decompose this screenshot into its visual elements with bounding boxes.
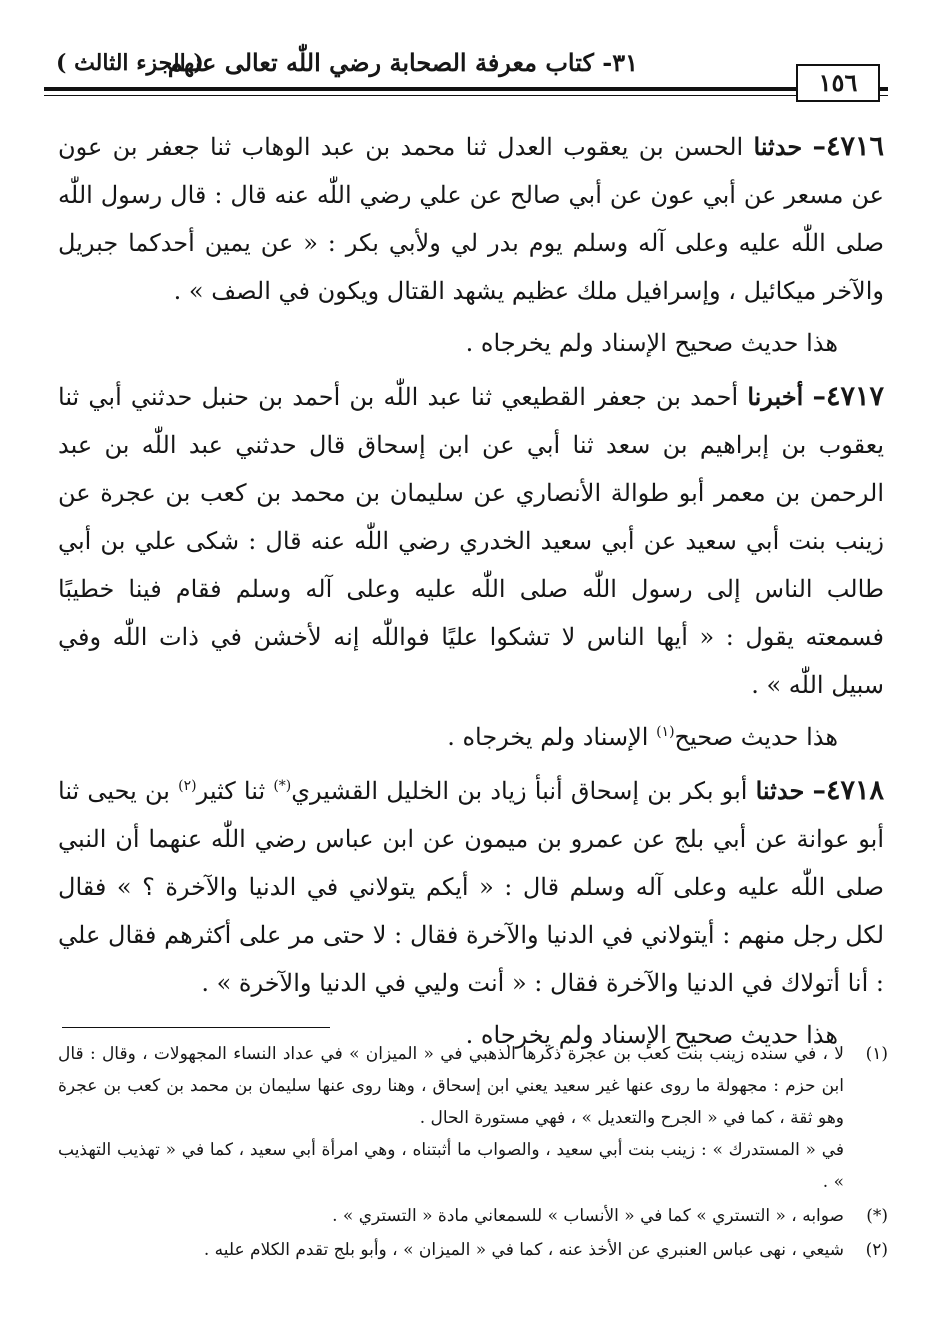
hadith-text: أحمد بن جعفر القطيعي ثنا عبد اللّٰه بن أحمد بن حنبل حدثني أبي ثنا يعقوب بن إبراهيم بن سعد ثنا أبي عن ابن إسحاق قال حدثني عبد اللّٰه بن عبد الرحمن بن معمر أبو طوالة الأنصاري عن سليمان بن محمد بن كعب بن عجرة عن زينب بنت أبي سعيد عن أبي سعيد الخدري رضي اللّٰه عنه قال : شكى علي بن أبي طالب الناس إلى رسول اللّٰه صلى اللّٰه عليه وعلى آله وسلم فقام فينا خطيبًا فسمعته يقول : « أيها الناس لا تشكوا عليًا فواللّٰه إنه لأخشن في ذات اللّٰه وفي سبيل اللّٰه » . bbox=[58, 383, 884, 699]
page-number: ١٥٦ bbox=[796, 64, 880, 102]
ruling-text: هذا حديث صحيح bbox=[674, 723, 838, 751]
hadith-number: ٤٧١٨– bbox=[812, 775, 884, 806]
footnote-ref-1[interactable]: (١) bbox=[656, 724, 675, 740]
footnote-marker: (٢) bbox=[865, 1240, 888, 1260]
narration-word: أخبرنا bbox=[747, 382, 804, 411]
narration-word: حدثنا bbox=[755, 776, 805, 805]
hadith-number: ٤٧١٦– bbox=[812, 131, 884, 162]
header-rule bbox=[44, 87, 888, 91]
header-rule-thin bbox=[44, 95, 888, 96]
footnote-ref-star[interactable]: (*) bbox=[273, 778, 292, 794]
footnote-marker: (١) bbox=[865, 1044, 888, 1064]
running-header bbox=[44, 40, 888, 104]
hadith-text: الحسن بن يعقوب العدل ثنا محمد بن عبد الوهاب ثنا جعفر بن عون عن مسعر عن أبي عون عن أبي صالح عن علي رضي اللّٰه عنه قال : قال رسول اللّٰه صلى اللّٰه عليه وعلى آله وسلم يوم بدر لي ولأبي بكر : « عن يمين أحدكما جبريل والآخر ميكائيل ، وإسرافيل ملك عظيم يشهد القتال ويكون في الصف » . bbox=[58, 133, 884, 305]
hadith-ruling bbox=[58, 713, 884, 761]
footnote-marker: (*) bbox=[866, 1206, 888, 1226]
hadith-body bbox=[58, 123, 884, 1065]
footnote-star bbox=[58, 1200, 888, 1232]
hadith-ruling: هذا حديث صحيح الإسناد ولم يخرجاه . bbox=[465, 1021, 838, 1049]
footnote-text: في « المستدرك » : زينب بنت أبي سعيد ، والصواب ما أثبتناه ، وهي امرأة أبي سعيد ، كما في « تهذيب التهذيب » . bbox=[58, 1140, 844, 1192]
narration-word: حدثنا bbox=[753, 132, 803, 161]
footnote-text: شيعي ، نهى عباس العنبري عن الأخذ عنه ، كما في « الميزان » ، وأبو بلج تقدم الكلام عليه . bbox=[203, 1240, 844, 1260]
footnote-text: صوابه ، « التستري » كما في « الأنساب » للسمعاني مادة « التستري » . bbox=[332, 1206, 844, 1226]
footnote-ref-2[interactable]: (٢) bbox=[178, 778, 197, 794]
volume-label: ( الجزء الثالث ) bbox=[56, 50, 204, 76]
ruling-text-end: الإسناد ولم يخرجاه . bbox=[447, 723, 657, 751]
hadith-text-cont: ثنا كثير bbox=[196, 777, 274, 805]
footnote-separator bbox=[62, 1027, 330, 1028]
footnote-2 bbox=[58, 1234, 888, 1266]
hadith-text: أبو بكر بن إسحاق أنبأ زياد بن الخليل القشيري bbox=[291, 777, 748, 805]
hadith-4716 bbox=[58, 123, 884, 315]
hadith-text-end: بن يحيى ثنا أبو عوانة عن أبي بلج عن عمرو بن ميمون عن ابن عباس رضي اللّٰه عنهما أن النبي صلى اللّٰه عليه وعلى آله وسلم قال : « أيكم يتولاني في الدنيا والآخرة ؟ » فقال لكل رجل منهم : أيتولاني في الدنيا والآخرة فقال : لا حتى مر على أكثرهم فقال علي : أنا أتولاك في الدنيا والآخرة فقال : « أنت وليي في الدنيا والآخرة » . bbox=[58, 777, 884, 997]
chapter-title: ٣١- كتاب معرفة الصحابة رضي اللّٰه تعالى عنهم bbox=[167, 48, 638, 77]
footnote-text: لا ، في سنده زينب بنت كعب بن عجرة ذكرها الذهبي في « الميزان » في عداد النساء المجهولات ، وقال : قال ابن حزم : مجهولة ما روى عنها غير سعيد يعني ابن إسحاق ، وهنا روى عنها سليمان بن محمد بن كعب بن عجرة وهو ثقة ، كما في « الجرح والتعديل » ، فهي مستورة الحال . bbox=[58, 1044, 844, 1128]
hadith-4718 bbox=[58, 767, 884, 1007]
footnotes bbox=[58, 1038, 888, 1268]
hadith-ruling: هذا حديث صحيح الإسناد ولم يخرجاه . bbox=[465, 329, 838, 357]
hadith-number: ٤٧١٧– bbox=[812, 381, 884, 412]
hadith-4717 bbox=[58, 373, 884, 709]
footnote-1 bbox=[58, 1038, 888, 1198]
